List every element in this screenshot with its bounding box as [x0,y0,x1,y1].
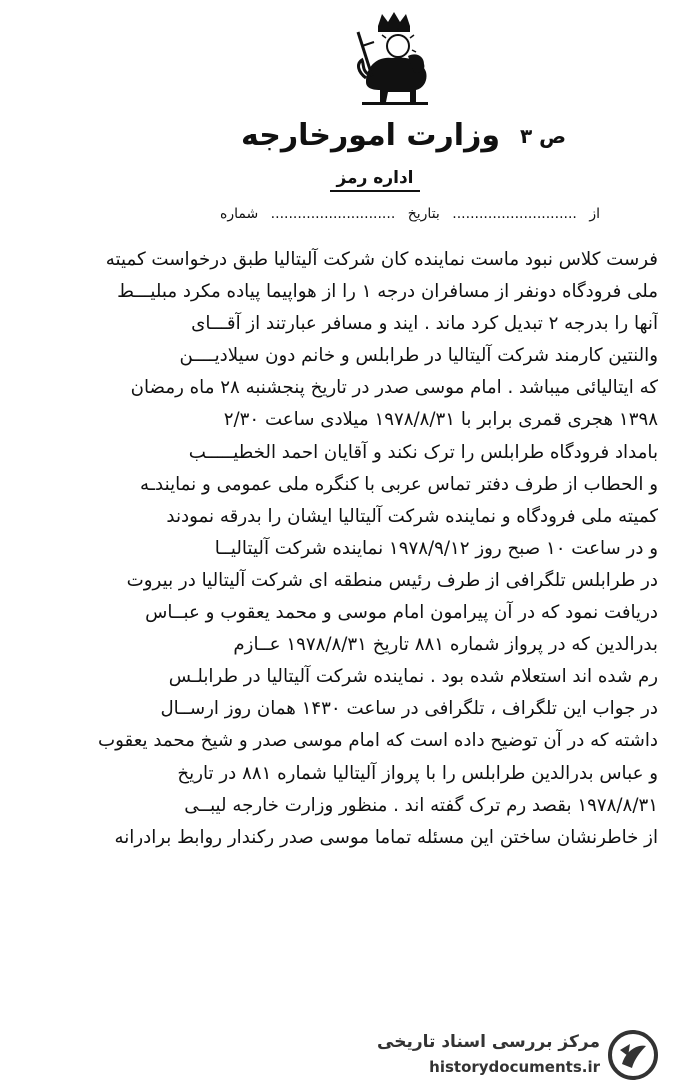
body-line: بدرالدین که در پرواز شماره ۸۸۱ تاریخ ۱۹۷۸/۸/۳۱ عــازم [233,634,658,656]
body-line: در طرابلس تلگرافی از طرف رئیس منطقه ای شرکت آلیتالیا در بیروت [126,569,658,591]
body-line: والنتین کارمند شرکت آلیتالیا در طرابلس و خانم دون سیلادیــــن [179,345,658,367]
body-line: کمیته ملی فرودگاه و نماینده شرکت آلیتالیا ایشان را بدرقه نمودند [166,505,658,527]
body-line: که ایتالیائی میباشد . امام موسی صدر در تاریخ پنجشنبه ۲۸ ماه رمضان [130,377,658,399]
ref-dots: ............................ [452,206,577,222]
body-line: داشته که در آن توضیح داده است که امام موسی صدر و شیخ محمد یعقوب [98,730,658,752]
body-line: ۱۳۹۸ هجری قمری برابر با ۱۹۷۸/۸/۳۱ میلادی ساعت ۲/۳۰ [223,409,658,431]
date-dots: ............................ [270,206,396,222]
ministry-title: وزارت امورخارجه [241,118,500,153]
page-number-mark: ص ٣ [520,124,567,148]
body-line: ملی فرودگاه دونفر از مسافران درجه ۱ را از هواپیما پیاده مکرد مبلیـــط [117,281,658,303]
body-line: رم شده اند استعلام شده بود . نماینده شرکت آلیتالیا در طرابلـس [168,666,658,688]
body-line: در جواب این تلگراف ، تلگرافی در ساعت ۱۴۳۰ همان روز ارســال [160,698,658,720]
body-line: و در ساعت ۱۰ صبح روز ۱۹۷۸/۹/۱۲ نماینده شرکت آلیتالیــا [214,537,658,559]
ref-label: از [589,206,600,222]
archive-watermark [377,1026,662,1084]
body-line: از خاطرنشان ساختن این مسئله تماما موسی صدر رکندار روابط برادرانه [114,826,658,848]
body-line: بامداد فرودگاه طرابلس را ترک نکند و آقایان احمد الخطیـــــب [188,441,658,463]
body-line: ۱۹۷۸/۸/۳۱ بقصد رم ترک گفته اند . منظور وزارت خارجه لیبــی [184,794,658,816]
body-line: آنها را بدرجه ۲ تبدیل کرد ماند . ایند و مسافر عبارتند از آقـــای [191,313,658,335]
number-label: شماره [220,206,259,222]
watermark-url: historydocuments.ir [429,1058,600,1076]
lion-and-sun-emblem-icon [352,12,436,108]
date-label: بتاریخ [407,206,440,222]
archive-logo-icon [608,1030,658,1080]
reference-line [220,206,600,222]
document-body [58,244,658,854]
watermark-title: مرکز بررسی اسناد تاریخی [377,1032,600,1052]
body-line: و الحطاب از طرف دفتر تماس عربی با کنگره ملی عمومی و نمایندـه [139,473,658,495]
body-line: فرست کلاس نبود ماست نماینده کان شرکت آلیتالیا طبق درخواست کمیته [105,249,658,270]
body-line: و عباس بدرالدین طرابلس را با پرواز آلیتالیا شماره ۸۸۱ در تاریخ [177,762,658,784]
body-line: دریافت نمود که در آن پیرامون امام موسی و محمد یعقوب و عبــاس [145,602,658,624]
department-name: اداره رمز [330,168,420,192]
